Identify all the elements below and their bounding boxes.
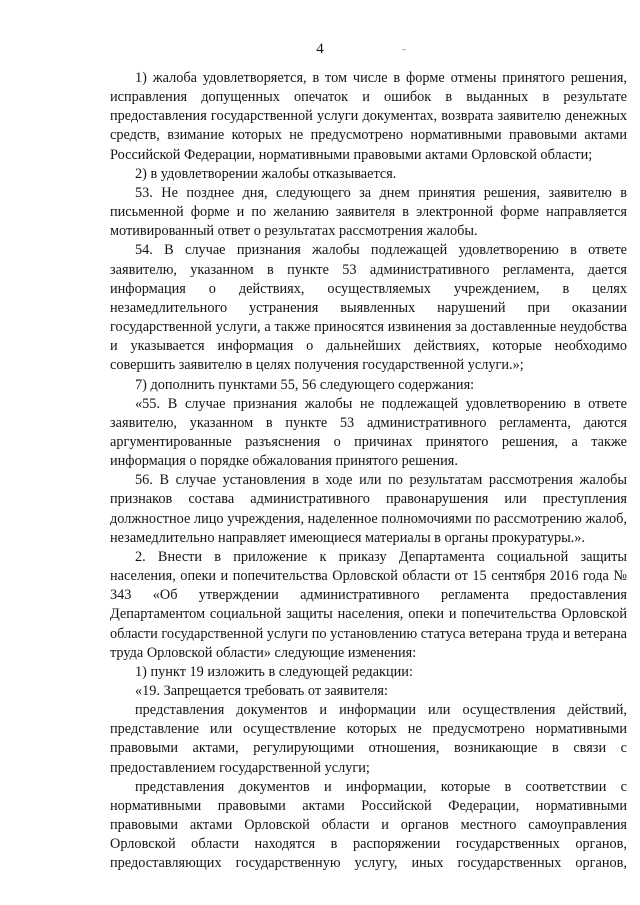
paragraph-item-55: «55. В случае признания жалобы не подлежащей удовлетворению в ответе заявителю, указанном в пункте 53 административного регламента, даются аргументированные разъяснения о причинах принятого решения, а также информация о порядке обжалования принятого решения.	[110, 395, 627, 470]
paragraph-clause-2: 2) в удовлетворении жалобы отказывается.	[135, 165, 397, 182]
paragraph-amendment-1: 1) пункт 19 изложить в следующей редакции:	[135, 663, 413, 680]
paragraph-item-56: 56. В случае установления в ходе или по результатам рассмотрения жалобы признаков состава административного правонарушения или преступления должностное лицо учреждения, наделенное полномочиями по рассмотрению жалоб, незамедлительно направляет имеющиеся материалы в органы прокуратуры.».	[110, 472, 627, 546]
paragraph-clause-1: 1) жалоба удовлетворяется, в том числе в форме отмены принятого решения, исправления допущенных опечаток и ошибок в выданных в результате предоставления государственной услуги документах, возврата заявителю денежных средств, взимание которых не предусмотрено нормативными правовыми актами Российской Федерации, нормативными правовыми актами Орловской области;	[110, 70, 627, 163]
paragraph-amendment-7: 7) дополнить пунктами 55, 56 следующего содержания:	[135, 376, 475, 393]
paragraph-section-2: 2. Внести в приложение к приказу Департамента социальной защиты населения, опеки и попечительства Орловской области от 15 сентября 2016 года № 343 «Об утверждении административного регламента предоставления Департаментом социальной защиты населения, опеки и попечительства Орловской области государственной услуги по установлению статуса ветерана труда и ветерана труда Орловской области» следующие изменения:	[110, 548, 627, 661]
document-body	[110, 69, 627, 874]
page-number: 4	[316, 41, 324, 57]
paragraph-item-19: «19. Запрещается требовать от заявителя:	[135, 683, 388, 699]
paragraph-item-54: 54. В случае признания жалобы подлежащей удовлетворению в ответе заявителю, указанном в пункте 53 административного регламента, дается информация о действиях, осуществляемых учреждением, в целях незамедлительного устранения выявленных нарушений при оказании государственной услуги, а также приносятся извинения за доставленные неудобства и указывается информация о дальнейших действиях, которые необходимо совершить заявителю в целях получения государственной услуги.»;	[110, 242, 627, 374]
paragraph-item-53: 53. Не позднее дня, следующего за днем принятия решения, заявителю в письменной форме и по желанию заявителя в электронной форме направляется мотивированный ответ о результатах рассмотрения жалобы.	[110, 184, 627, 240]
paragraph-prohibition-1: представления документов и информации или осуществления действий, представление или осуществление которых не предусмотрено нормативными правовыми актами, регулирующими отношения, возникающие в связи с предоставлением государственной услуги;	[110, 702, 627, 776]
paragraph-prohibition-2: представления документов и информации, которые в соответствии с нормативными правовыми актами Российской Федерации, нормативными правовыми актами Орловской области и органов местного самоуправления Орловской области находятся в распоряжении государственных органов, предоставляющих государственную услугу, иных государственных органов,	[110, 778, 627, 872]
